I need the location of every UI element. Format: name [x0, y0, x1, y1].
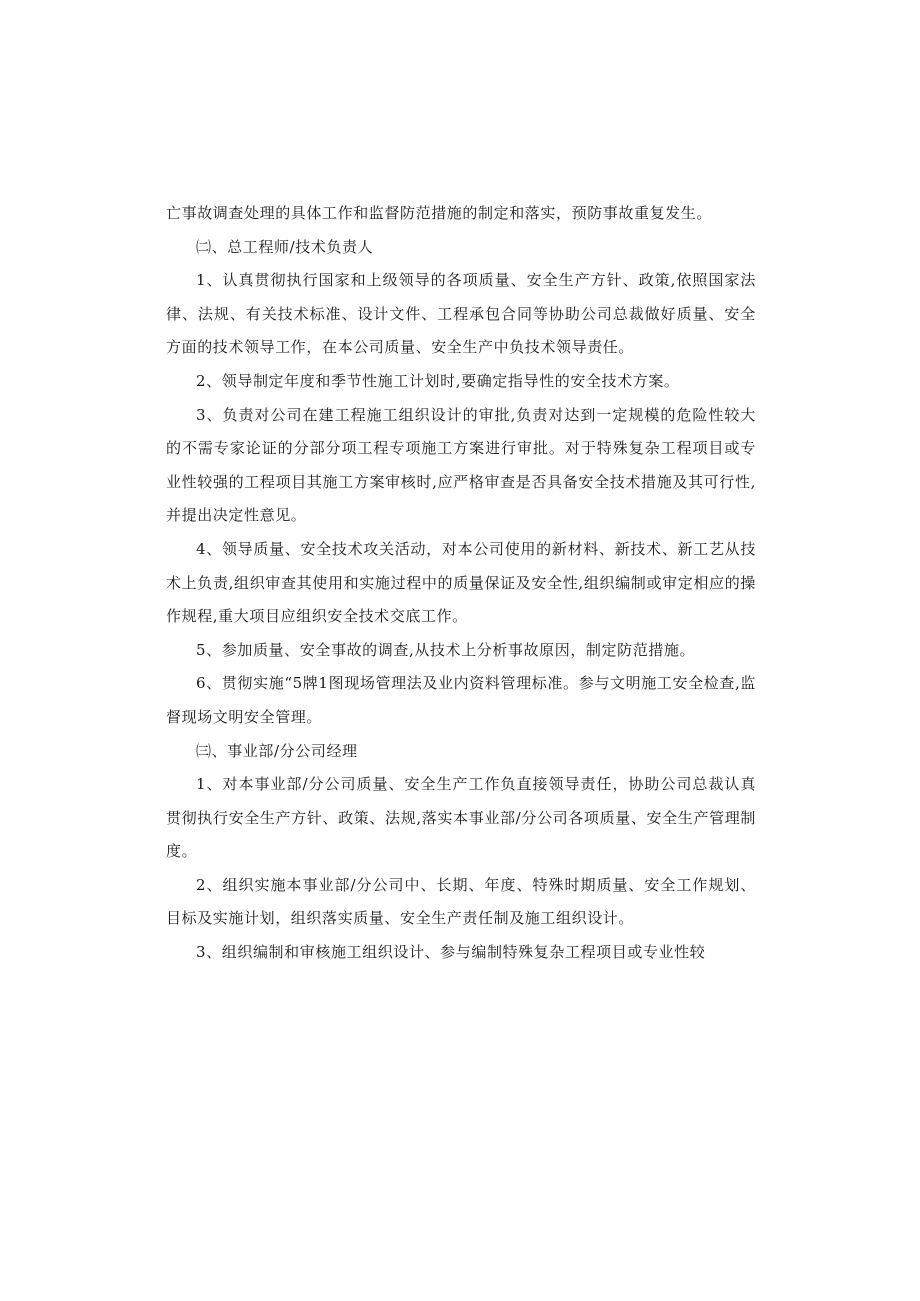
paragraph-item-3: 3、负责对公司在建工程施工组织设计的审批,负责对达到一定规模的危险性较大的不需专家论证的分部分项工程专项施工方案进行审批。对于特殊复杂工程项目或专业性较强的工程项目其施工方案审核时,应严格审查是否具备安全技术措施及其可行性,并提出决定性意见。 [166, 405, 756, 525]
paragraph-division-item-3: 3、组织编制和审核施工组织设计、参与编制特殊复杂工程项目或专业性较 [196, 943, 706, 962]
document-body [166, 197, 756, 970]
paragraph-item-6: 6、贯彻实施“5牌1图现场管理法及业内资料管理标准。参与文明施工安全检查,监督现场文明安全管理。 [166, 674, 756, 726]
paragraph-item-5: 5、参加质量、安全事故的调查,从技术上分析事故原因，制定防范措施。 [196, 640, 696, 659]
section-heading-chief-engineer: ㈡、总工程师/技术负责人 [196, 237, 374, 256]
paragraph-item-2: 2、领导制定年度和季节性施工计划时,要确定指导性的安全技术方案。 [196, 371, 680, 390]
paragraph-item-1: 1、认真贯彻执行国家和上级领导的各项质量、安全生产方针、政策,依照国家法律、法规、有关技术标准、设计文件、工程承包合同等协助公司总裁做好质量、安全方面的技术领导工作，在本公司质量、安全生产中负技术领导责任。 [166, 271, 756, 357]
paragraph-item-4: 4、领导质量、安全技术攻关活动，对本公司使用的新材料、新技术、新工艺从技术上负责,组织审查其使用和实施过程中的质量保证及安全性,组织编制或审定相应的操作规程,重大项目应组织安全技术交底工作。 [166, 539, 756, 626]
paragraph-division-item-2: 2、组织实施本事业部/分公司中、长期、年度、特殊时期质量、安全工作规划、目标及实施计划，组织落实质量、安全生产责任制及施工组织设计。 [166, 875, 756, 928]
section-heading-division-manager: ㈢、事业部/分公司经理 [196, 741, 358, 760]
paragraph-division-item-1: 1、对本事业部/分公司质量、安全生产工作负直接领导责任，协助公司总裁认真贯彻执行安全生产方针、政策、法规,落实本事业部/分公司各项质量、安全生产管理制度。 [166, 775, 756, 861]
paragraph-continuation: 亡事故调查处理的具体工作和监督防范措施的制定和落实，预防事故重复发生。 [166, 204, 713, 222]
